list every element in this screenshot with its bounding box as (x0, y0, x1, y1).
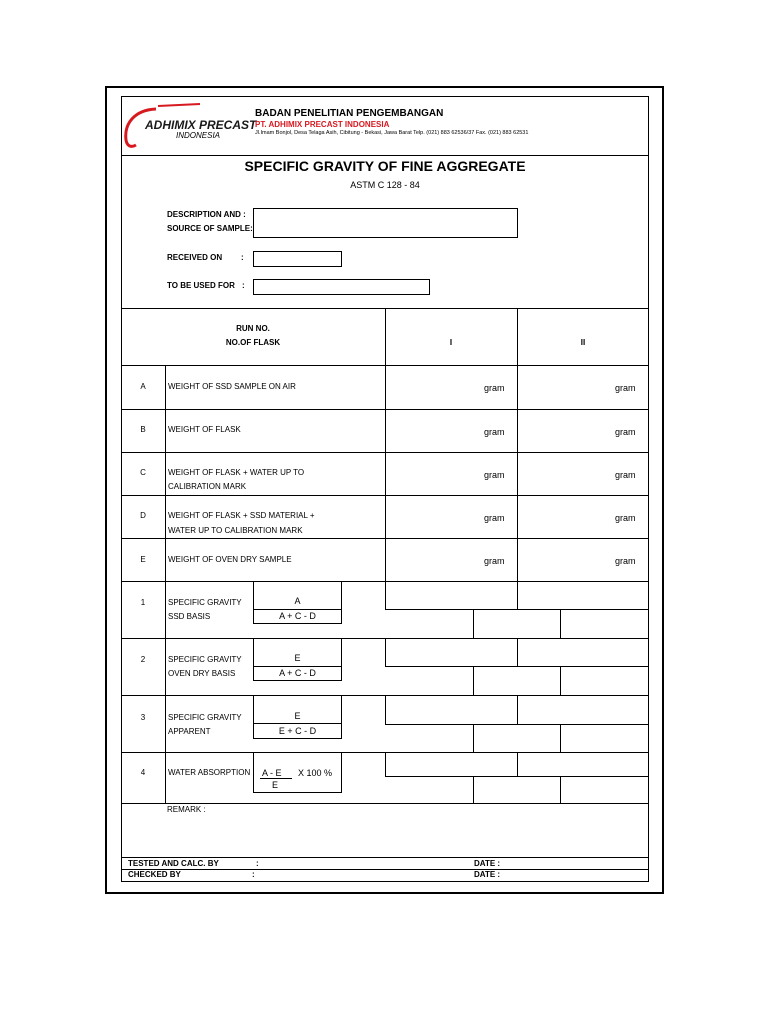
received-on-input[interactable] (253, 251, 342, 267)
calc-3-label-1: SPECIFIC GRAVITY (168, 713, 242, 722)
no-flask-header: NO.OF FLASK (225, 338, 281, 347)
calc-1-label-2: SSD BASIS (168, 612, 211, 621)
company-name: PT. ADHIMIX PRECAST INDONESIA (255, 120, 390, 129)
page-title: SPECIFIC GRAVITY OF FINE AGGREGATE (244, 158, 526, 174)
calc-3-result-b[interactable] (560, 724, 649, 753)
calc-4-no: 4 (140, 768, 146, 777)
row-c-unit-1: gram (484, 470, 505, 480)
row-a-unit-2: gram (615, 383, 636, 393)
checked-by-label: CHECKED BY (128, 870, 181, 879)
row-a-label: WEIGHT OF SSD SAMPLE ON AIR (168, 382, 296, 391)
row-b-label: WEIGHT OF FLASK (168, 425, 241, 434)
column-1-header: I (449, 338, 453, 347)
row-c-unit-2: gram (615, 470, 636, 480)
tested-by-colon: : (256, 859, 259, 868)
calc-2-value-2[interactable] (517, 638, 649, 667)
row-d-label-2: WATER UP TO CALIBRATION MARK (168, 526, 303, 535)
to-be-used-input[interactable] (253, 279, 430, 295)
calc-4-denominator: E (272, 780, 279, 790)
calc-4-value-2[interactable] (517, 752, 649, 777)
calc-3-denominator: E + C - D (278, 726, 317, 736)
row-c-label-1: WEIGHT OF FLASK + WATER UP TO (168, 468, 305, 477)
column-2-header: II (580, 338, 586, 347)
row-b-code: B (140, 425, 146, 434)
calc-2-numerator: E (294, 653, 301, 663)
org-title: BADAN PENELITIAN PENGEMBANGAN (255, 108, 444, 119)
calc-1-label-1: SPECIFIC GRAVITY (168, 598, 242, 607)
row-c-label-2: CALIBRATION MARK (168, 482, 247, 491)
calc-3-no: 3 (140, 713, 146, 722)
row-c-code: C (140, 468, 146, 477)
row-e-label: WEIGHT OF OVEN DRY SAMPLE (168, 555, 292, 564)
calc-3-value-2[interactable] (517, 695, 649, 725)
to-be-used-colon: : (242, 281, 245, 290)
row-b-unit-1: gram (484, 427, 505, 437)
calc-4-numerator: A - E (262, 768, 282, 778)
run-no-header: RUN NO. (236, 324, 270, 333)
standard-ref: ASTM C 128 - 84 (350, 180, 420, 190)
checked-date-label: DATE : (474, 870, 501, 879)
calc-2-result-a[interactable] (473, 666, 561, 696)
calc-1-numerator: A (294, 596, 301, 606)
calc-2-label-1: SPECIFIC GRAVITY (168, 655, 242, 664)
tested-date-label: DATE : (474, 859, 501, 868)
row-d-code: D (140, 511, 146, 520)
row-d-unit-2: gram (615, 513, 636, 523)
row-d-unit-1: gram (484, 513, 505, 523)
row-a-code: A (140, 382, 146, 391)
row-e-unit-1: gram (484, 556, 505, 566)
calc-4-label-1: WATER ABSORPTION (168, 768, 251, 777)
received-on-colon: : (241, 253, 244, 262)
calc-2-value-1[interactable] (385, 638, 518, 667)
calc-2-denominator: A + C - D (279, 668, 316, 678)
calc-3-value-1[interactable] (385, 695, 518, 725)
calc-3-result-a[interactable] (473, 724, 561, 753)
calc-1-value-1[interactable] (385, 581, 518, 610)
calc-4-result-a[interactable] (473, 776, 561, 804)
calc-4-result-b[interactable] (560, 776, 649, 804)
to-be-used-label: TO BE USED FOR (167, 281, 235, 290)
calc-4-multiplier: X 100 % (298, 768, 333, 778)
company-address: Jl.Imam Bonjol, Desa Telaga Asih, Cibitung - Bekasi, Jawa Barat Telp. (021) 883 62536/37 Fax. (021) 883 62531 (255, 130, 529, 136)
logo-subtitle: INDONESIA (176, 131, 221, 140)
row-d-label-1: WEIGHT OF FLASK + SSD MATERIAL + (168, 511, 315, 520)
row-b-unit-2: gram (615, 427, 636, 437)
description-input[interactable] (253, 208, 518, 238)
source-label: SOURCE OF SAMPLE: (167, 224, 253, 233)
row-a-unit-1: gram (484, 383, 505, 393)
checked-by-colon: : (252, 870, 255, 879)
description-label: DESCRIPTION AND : (167, 210, 246, 219)
tested-by-label: TESTED AND CALC. BY (128, 859, 219, 868)
calc-1-value-2[interactable] (517, 581, 649, 610)
row-e-unit-2: gram (615, 556, 636, 566)
row-e-code: E (140, 555, 146, 564)
calc-1-result-a[interactable] (473, 609, 561, 639)
calc-1-result-b[interactable] (560, 609, 649, 639)
calc-2-result-b[interactable] (560, 666, 649, 696)
calc-1-no: 1 (140, 598, 146, 607)
logo-text: ADHIMIX PRECAST (145, 118, 257, 132)
remark-input[interactable] (165, 815, 645, 855)
calc-3-numerator: E (294, 711, 301, 721)
received-on-label: RECEIVED ON (167, 253, 223, 262)
remark-label: REMARK : (167, 805, 206, 814)
calc-3-label-2: APPARENT (168, 727, 211, 736)
calc-2-label-2: OVEN DRY BASIS (168, 669, 236, 678)
calc-1-denominator: A + C - D (279, 611, 316, 621)
calc-4-value-1[interactable] (385, 752, 518, 777)
calc-2-no: 2 (140, 655, 146, 664)
